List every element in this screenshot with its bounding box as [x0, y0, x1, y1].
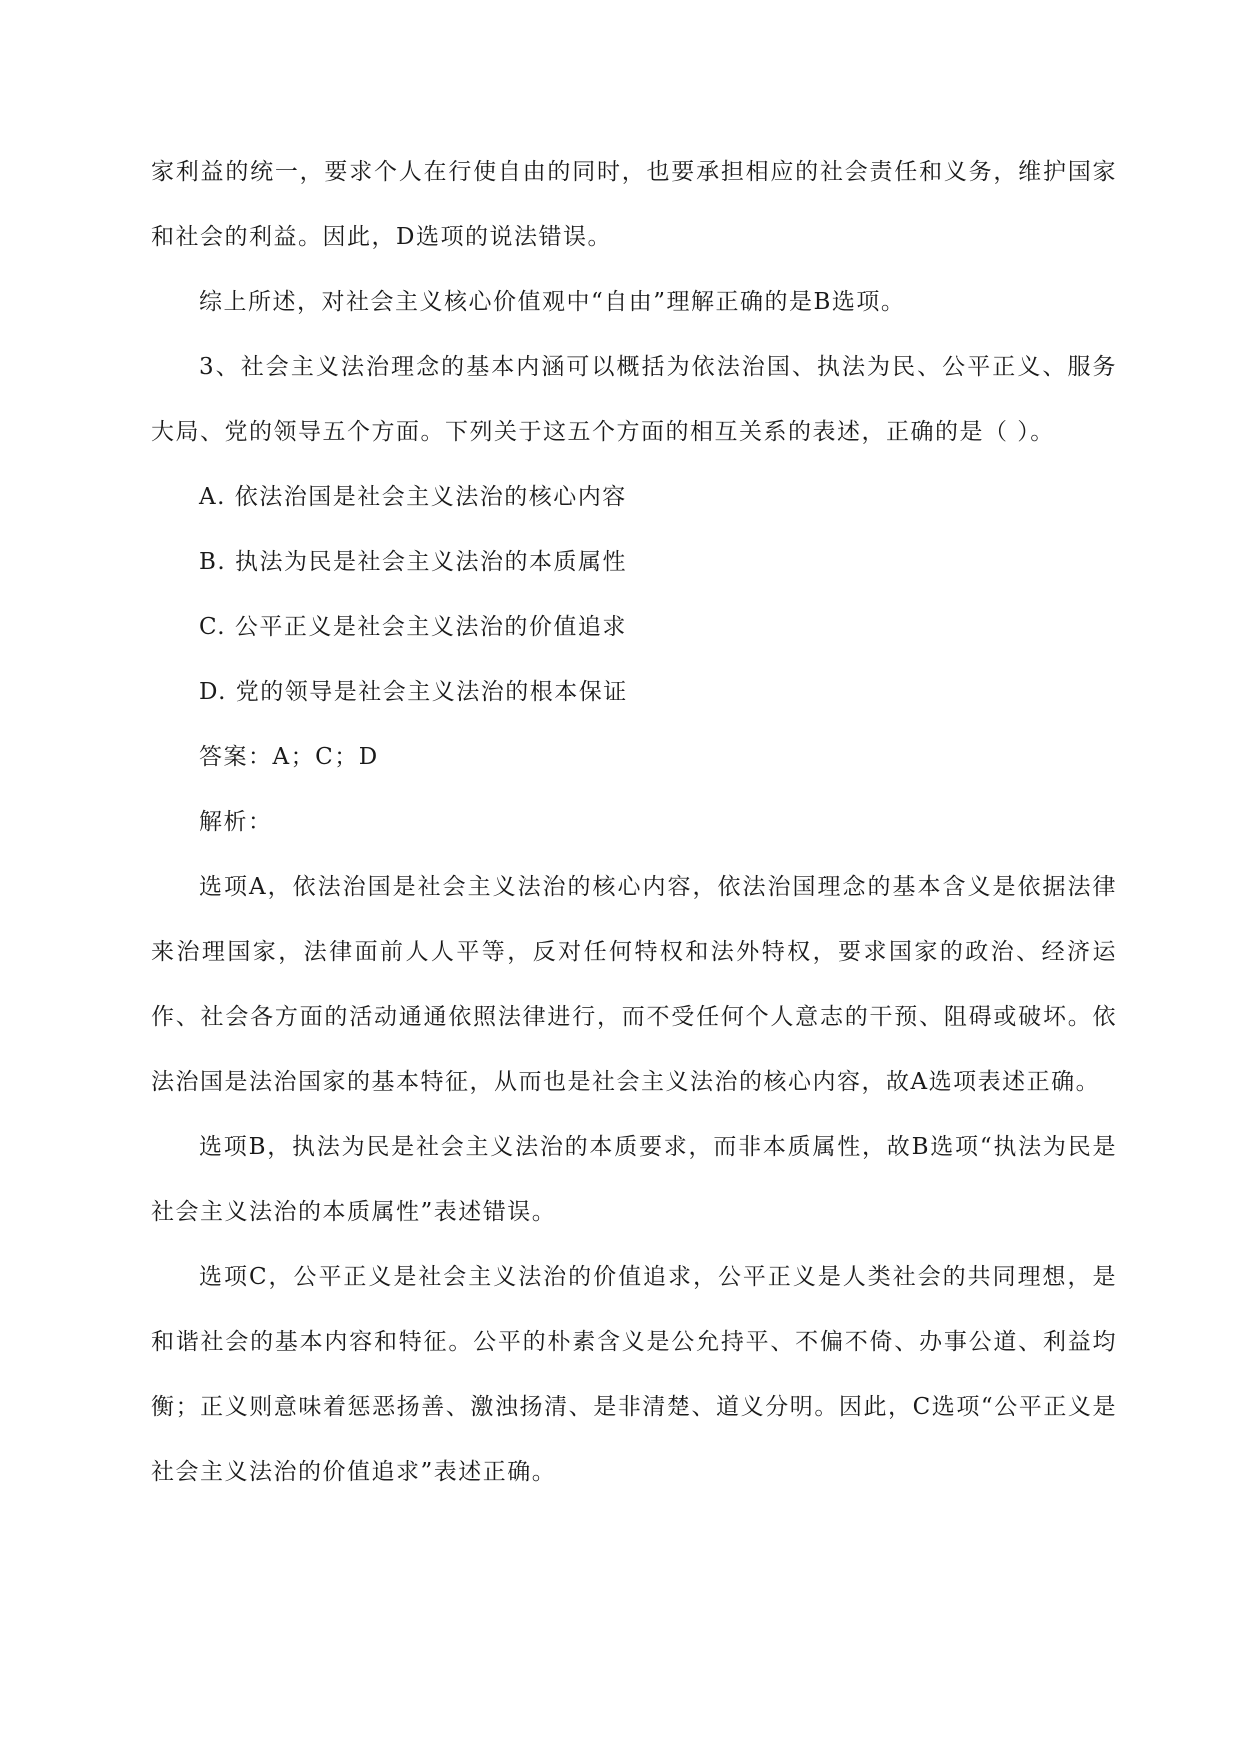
option-d: D. 党的领导是社会主义法治的根本保证 — [199, 679, 628, 705]
analysis-option-c: 选项C，公平正义是社会主义法治的价值追求，公平正义是人类社会的共同理想，是和谐社会的基本内容和特征。公平的朴素含义是公允持平、不偏不倚、办事公道、利益均衡；正义则意味着惩恶扬善、激浊扬清、是非清楚、道义分明。因此，C选项“公平正义是社会主义法治的价值追求”表述正确。 — [151, 1264, 1117, 1485]
question-3: 3、社会主义法治理念的基本内涵可以概括为依法治国、执法为民、公平正义、服务大局、党的领导五个方面。下列关于这五个方面的相互关系的表述，正确的是（ ）。 — [151, 354, 1117, 445]
analysis-option-b: 选项B，执法为民是社会主义法治的本质要求，而非本质属性，故B选项“执法为民是社会主义法治的本质属性”表述错误。 — [151, 1134, 1117, 1225]
paragraph-summary: 综上所述，对社会主义核心价值观中“自由”理解正确的是B选项。 — [199, 289, 906, 315]
analysis-option-a: 选项A，依法治国是社会主义法治的核心内容，依法治国理念的基本含义是依据法律来治理国家，法律面前人人平等，反对任何特权和法外特权，要求国家的政治、经济运作、社会各方面的活动通通依照法律进行，而不受任何个人意志的干预、阻碍或破坏。依法治国是法治国家的基本特征，从而也是社会主义法治的核心内容，故A选项表述正确。 — [151, 874, 1117, 1095]
option-b: B. 执法为民是社会主义法治的本质属性 — [199, 549, 628, 575]
answer: 答案：A；C；D — [199, 744, 379, 770]
document-body — [151, 140, 1117, 1505]
analysis-heading: 解析： — [199, 809, 273, 835]
option-c: C. 公平正义是社会主义法治的价值追求 — [199, 614, 627, 640]
option-a: A. 依法治国是社会主义法治的核心内容 — [199, 484, 627, 510]
paragraph-continuation: 家利益的统一，要求个人在行使自由的同时，也要承担相应的社会责任和义务，维护国家和社会的利益。因此，D选项的说法错误。 — [151, 159, 1117, 250]
